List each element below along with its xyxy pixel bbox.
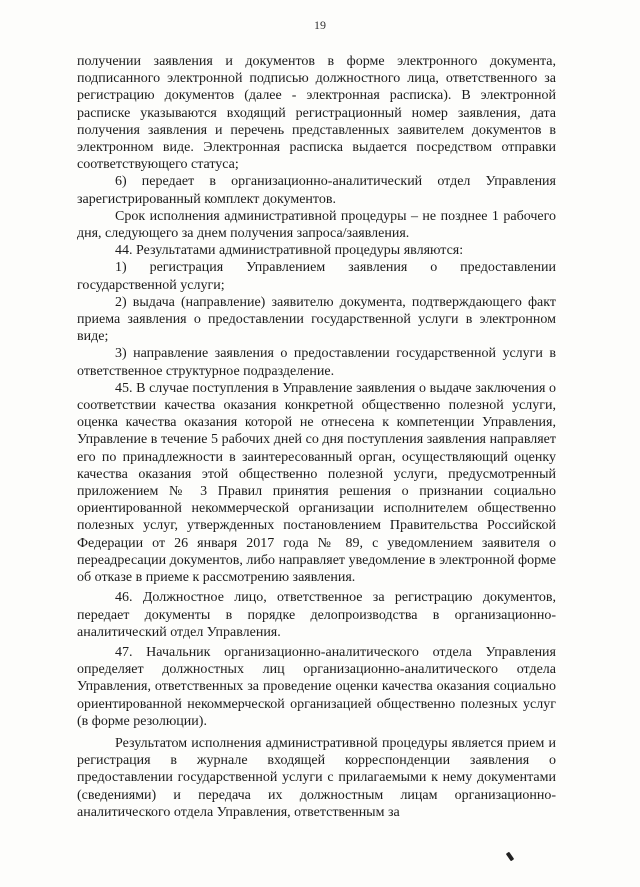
paragraph-44: 44. Результатами административной процедуры являются: [115,243,464,259]
paragraph-44-item-1: 1) регистрация Управлением заявления о предоставлении государственной услуги; [77,260,556,293]
paragraph-44-item-3: 3) направление заявления о предоставлении государственной услуги в ответственное структурное подразделение. [77,346,556,379]
page-number: 19 [314,18,326,32]
document-body [77,53,556,821]
scan-mark [506,852,514,862]
paragraph-deadline: Срок исполнения административной процедуры – не позднее 1 рабочего дня, следующего за днем получения запроса/заявления. [77,208,556,242]
paragraph-45: 45. В случае поступления в Управление заявления о выдаче заключения о соответствии качества оказания конкретной общественно полезной услуги, оценка качества оказания которой не отнесена к компетенции Управления, Управление в течение 5 рабочих дней со дня поступления заявления направляет его по принадлежности в заинтересованный орган, осуществляющий оценку качества оказания этой общественно полезной услуги, предусмотренный приложением № 3 Правил принятия решения о признании социально ориентированной некоммерческой организации исполнителем общественно полезных услуг, утвержденных постановлением Правительства Российской Федерации от 26 января 2017 года № 89, с уведомлением заявителя о переадресации документов, либо направляет уведомление в электронной форме об отказе в приеме к рассмотрению заявления. [77,380,556,586]
paragraph-44-item-2: 2) выдача (направление) заявителю документа, подтверждающего факт приема заявления о предоставлении государственной услуги в электронном виде; [77,294,556,345]
paragraph-46: 46. Должностное лицо, ответственное за регистрацию документов, передает документы в порядке делопроизводства в организационно-аналитический отдел Управления. [77,590,556,640]
paragraph-47: 47. Начальник организационно-аналитического отдела Управления определяет должностных лиц организационно-аналитического отдела Управления, ответственных за проведение оценки качества оказания социально ориентированной некоммерческой организацией общественно полезных услуг (в форме резолюции). [77,644,556,729]
paragraph-result: Результатом исполнения административной процедуры является прием и регистрация в журнале входящей корреспонденции заявления о предоставлении государственной услуги с прилагаемыми к нему документами (сведениями) и передача их должностным лицам организационно-аналитического отдела Управления, ответственным за [77,735,556,820]
paragraph-continuation: получении заявления и документов в форме электронного документа, подписанного электронной подписью должностного лица, ответственного за регистрацию документов (далее - электронная расписка). В электронной расписке указываются входящий регистрационный номер заявления, дата получения заявления и перечень представленных заявителем документов в электронном виде. Электронная расписка выдается посредством отправки соответствующего статуса; [77,54,556,173]
paragraph-item-6: 6) передает в организационно-аналитический отдел Управления зарегистрированный комплект документов. [77,174,556,207]
